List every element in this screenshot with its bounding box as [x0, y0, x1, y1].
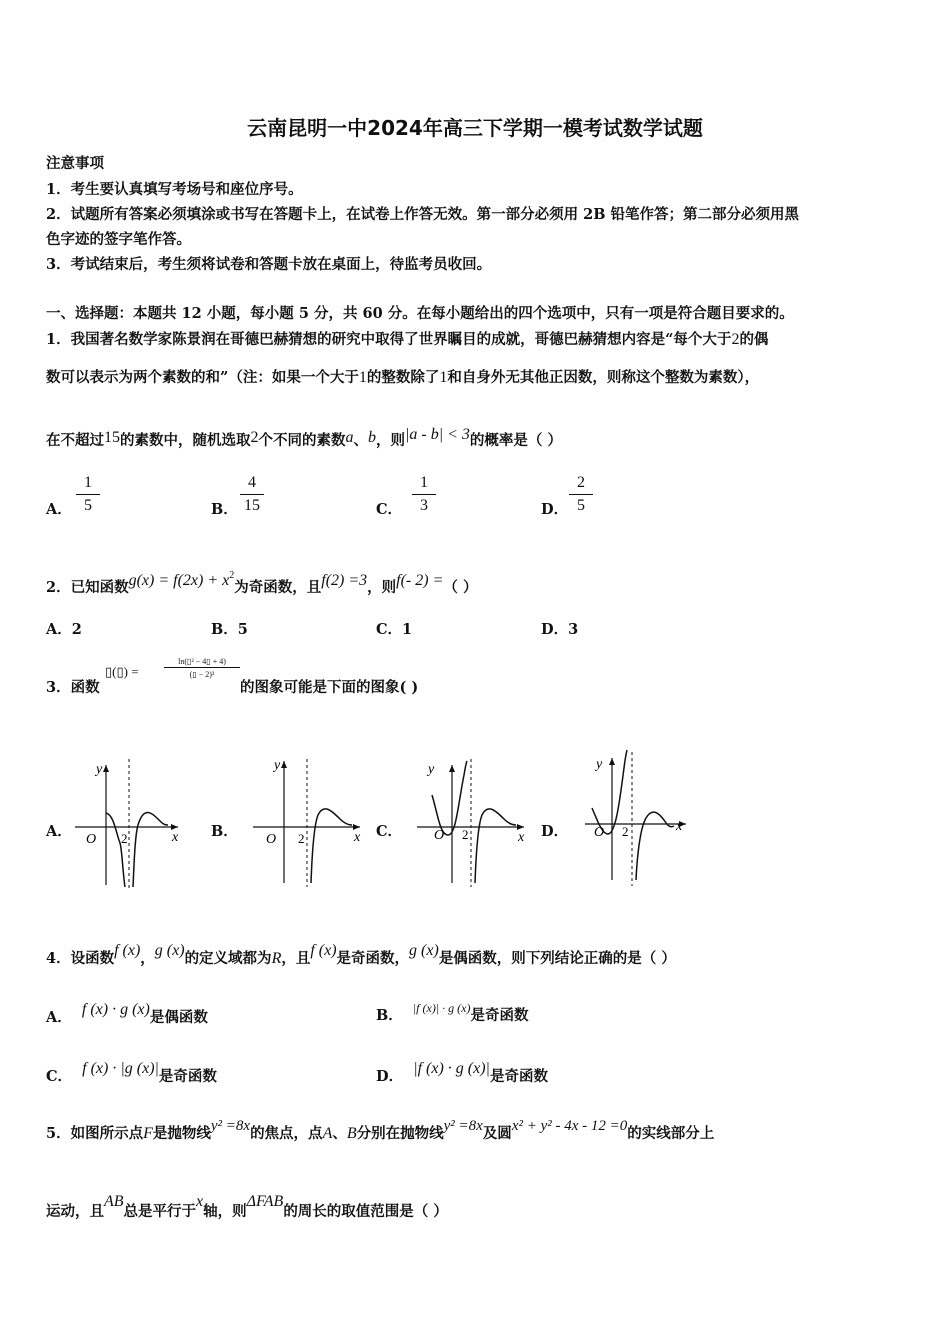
q1-option-label: C． [376, 501, 403, 518]
q4-text: ，且 [281, 950, 311, 967]
q5-parabola: y² =8x [210, 1118, 251, 1134]
q2-text: （ ） [443, 579, 478, 596]
q3-numerator: ln(▯² − 4▯ + 4) [164, 656, 240, 668]
q2-option: C．1 [376, 621, 413, 638]
tick-label: 2 [622, 824, 629, 839]
q5-text: 的实线部分上 [627, 1125, 715, 1142]
tick-label: 2 [298, 831, 305, 846]
q1-text: 的整数除了 [366, 369, 440, 386]
page-title: 云南昆明一中2024年高三下学期一模考试数学试题 [247, 116, 703, 140]
q3-option-label: C． [376, 823, 403, 840]
q4-function: g (x) [409, 942, 439, 959]
q1-option-fraction: $\frac{1}{3}$ [412, 474, 436, 515]
q5-var: x [196, 1193, 204, 1210]
q2-exponent: 2 [229, 570, 235, 581]
q5-segment: AB [104, 1193, 124, 1210]
q5-line2 [46, 1193, 448, 1221]
q1-var: b [368, 429, 376, 446]
notice-heading: 注意事项 [46, 155, 104, 172]
q1-text: 和自身外无其他正因数，则称这个整数为素数）， [447, 369, 760, 386]
q1-text: 数可以表示为两个素数的和”（注：如果一个大于 [46, 369, 359, 386]
notice-item: 1．考生要认真填写考场号和座位序号。 [46, 181, 303, 198]
q2-condition: f(2) =3 [321, 572, 368, 589]
q3-graph-c [412, 755, 532, 895]
q1-num: 1 [358, 369, 367, 386]
q1-option-label: D． [541, 501, 569, 518]
q5-line1 [46, 1118, 714, 1143]
q4-function: f (x) [114, 942, 141, 959]
axis-x-label: x [676, 819, 683, 834]
q1-text: 的概率是（ ） [469, 432, 562, 449]
q1-line3 [46, 426, 562, 450]
q5-text: 分别在抛物线 [356, 1125, 444, 1142]
q1-option-fraction: $\frac{2}{5}$ [569, 474, 593, 515]
notice-item: 2．试题所有答案必须填涂或书写在答题卡上，在试卷上作答无效。第一部分必须用 2B 铅笔作答；第二部分必须用黑 [46, 206, 800, 223]
q2-option: D．3 [541, 621, 579, 638]
q5-text: 轴，则 [203, 1203, 247, 1220]
q4-option: D． |f (x) · g (x)|是奇函数 [376, 1060, 548, 1085]
q5-text: 运动，且 [46, 1203, 104, 1220]
q2-text: ，则 [367, 579, 397, 596]
q1-num: 2 [250, 429, 259, 446]
section-heading: 一、选择题：本题共 12 小题，每小题 5 分，共 60 分。在每小题给出的四个选项中，只有一项是符合题目要求的。 [46, 305, 794, 322]
q4-stem [46, 942, 676, 968]
q3-graph-b [248, 755, 368, 895]
q3-function-name: ▯(▯) = [105, 664, 139, 679]
q2-option: A．2 [46, 621, 82, 638]
q5-text: 5．如图所示点 [46, 1125, 144, 1142]
axis-y-label: y [96, 762, 103, 777]
q2-text: 为奇函数，且 [234, 579, 322, 596]
origin-label: O [86, 832, 97, 847]
q5-triangle: ΔFAB [246, 1193, 284, 1210]
q1-condition: |a - b| < 3 [405, 426, 470, 443]
q1-text: ，则 [376, 432, 405, 449]
axis-y-label: y [596, 757, 603, 772]
q5-text: 总是平行于 [123, 1203, 197, 1220]
q5-text: 及圆 [482, 1125, 512, 1142]
q5-var: F [143, 1125, 153, 1142]
origin-label: O [594, 825, 605, 840]
q5-text: 的焦点，点 [250, 1125, 323, 1142]
q2-question: f(- 2) = [396, 572, 444, 589]
q5-text: 的周长的取值范围是（ ） [283, 1203, 448, 1220]
q1-option-label: A． [46, 501, 72, 518]
q4-text: ， [140, 950, 155, 967]
tick-label: 2 [121, 831, 128, 846]
q4-function: g (x) [154, 942, 185, 959]
q2-option: B．5 [211, 621, 248, 638]
q1-num: 1 [439, 369, 448, 386]
q1-option-label: B． [211, 501, 238, 518]
q1-text: 在不超过 [46, 432, 104, 449]
q5-circle: x² + y² - 4x - 12 =0 [511, 1118, 628, 1134]
axis-y-label: y [428, 762, 435, 777]
q1-num: 2 [731, 331, 740, 348]
q5-var: A [322, 1125, 333, 1142]
q4-text: 4．设函数 [46, 950, 115, 967]
axis-y-label: y [274, 758, 281, 773]
q3-option-label: D． [541, 823, 569, 840]
origin-label: O [266, 832, 277, 847]
q4-var: R [271, 950, 282, 967]
q3-graph-d [580, 748, 700, 893]
q1-text: 个不同的素数 [258, 432, 346, 449]
q5-var: B [346, 1125, 357, 1142]
q1-var: a [345, 429, 354, 446]
q1-num: 15 [104, 429, 120, 446]
tick-label: 2 [462, 827, 469, 842]
q3-post: 的图象可能是下面的图象( ) [240, 679, 419, 696]
origin-label: O [434, 828, 445, 843]
q1-line1 [46, 328, 768, 349]
notice-item: 色字迹的签字笔作答。 [46, 231, 191, 248]
q2-stem [46, 570, 477, 597]
q1-option-fraction: $\frac{1}{5}$ [76, 474, 100, 515]
q4-option: A． f (x) · g (x)是偶函数 [46, 1001, 208, 1026]
q5-text: 、 [332, 1125, 347, 1142]
q1-line2 [46, 366, 759, 387]
q4-text: 是奇函数， [336, 950, 410, 967]
q2-text: 2．已知函数 [46, 579, 129, 596]
q5-text: 是抛物线 [152, 1125, 211, 1142]
q3-graph-a [70, 755, 190, 895]
axis-x-label: x [354, 830, 361, 845]
q1-text: 1．我国著名数学家陈景润在哥德巴赫猜想的研究中取得了世界瞩目的成就，哥德巴赫猜想内容是“每个大于 [46, 331, 732, 348]
q5-parabola: y² =8x [443, 1118, 483, 1134]
axis-x-label: x [518, 830, 525, 845]
q1-text: 的素数中，随机选取 [120, 432, 251, 449]
q2-function: g(x) = f(2x) + x [128, 572, 230, 589]
q3-pre: 3．函数 [46, 679, 100, 696]
q1-option-fraction: $\frac{4}{15}$ [240, 474, 264, 515]
q4-option: C． f (x) · |g (x)|是奇函数 [46, 1060, 217, 1085]
axis-x-label: x [172, 830, 179, 845]
q3-option-label: A． [46, 823, 72, 840]
q4-option: B． $^{|f (x)| \cdot g (x)}$是奇函数 [376, 1001, 529, 1024]
q4-text: 是偶函数，则下列结论正确的是（ ） [438, 950, 676, 967]
notice-item: 3．考试结束后，考生须将试卷和答题卡放在桌面上，待监考员收回。 [46, 256, 492, 273]
q1-text: 的偶 [739, 331, 769, 348]
q1-text: 、 [353, 432, 368, 449]
q4-function: f (x) [310, 942, 337, 959]
q4-text: 的定义域都为 [184, 950, 272, 967]
q3-option-label: B． [211, 823, 238, 840]
q3-denominator: (▯ − 2)³ [189, 670, 215, 679]
